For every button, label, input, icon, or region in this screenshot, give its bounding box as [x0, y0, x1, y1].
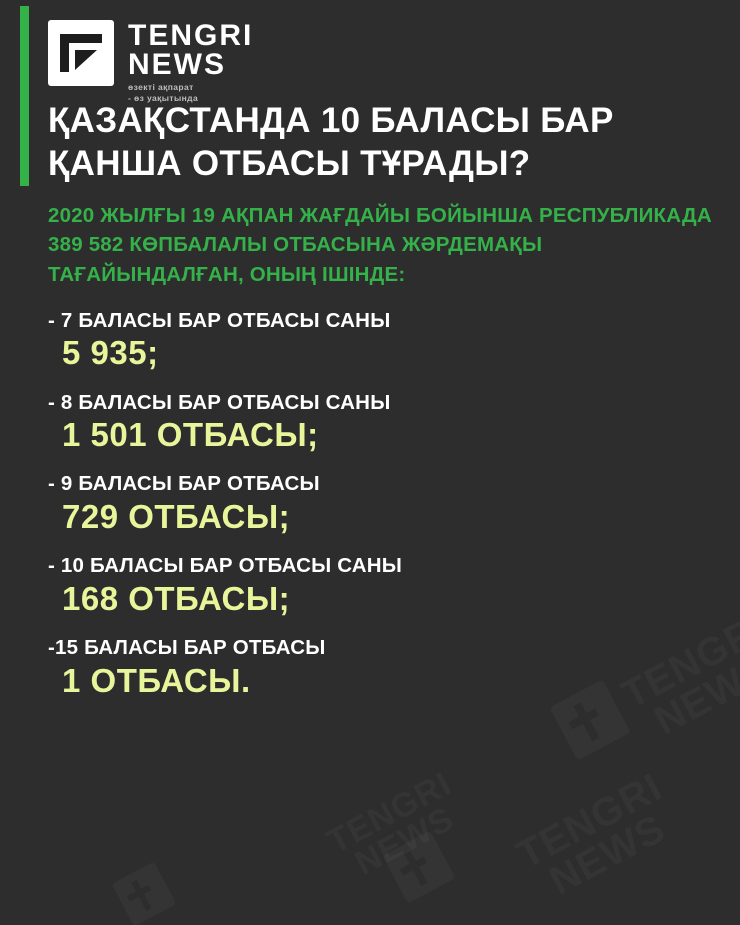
page-subtitle: 2020 ЖЫЛҒЫ 19 АҚПАН ЖАҒДАЙЫ БОЙЫНША РЕСПУБЛИКАДА 389 582 КӨПБАЛАЛЫ ОТБАСЫНА ЖӘРДЕМАҚЫ ТАҒАЙЫНДАЛҒАН, ОНЫҢ ІШІНДЕ: — [48, 204, 712, 286]
page-title: ҚАЗАҚСТАНДА 10 БАЛАСЫ БАР ҚАНША ОТБАСЫ ТҰРАДЫ? — [48, 101, 614, 183]
list-item — [48, 391, 718, 456]
brand-tagline-line1: өзекті ақпарат — [128, 82, 194, 92]
stat-value: 1 ОТБАСЫ. — [62, 661, 251, 699]
stat-value: 5 935; — [62, 334, 159, 372]
list-item — [48, 554, 718, 619]
list-item — [48, 309, 718, 374]
watermark-text — [511, 768, 685, 909]
stat-value: 729 ОТБАСЫ; — [62, 497, 291, 535]
stat-label: - 7 БАЛАСЫ БАР ОТБАСЫ САНЫ — [48, 308, 391, 332]
brand-tagline-line2: - өз уақытында — [128, 92, 199, 103]
stat-label: - 9 БАЛАСЫ БАР ОТБАСЫ — [48, 472, 320, 496]
stat-label: -15 БАЛАСЫ БАР ОТБАСЫ — [48, 636, 326, 660]
stat-value: 168 ОТБАСЫ; — [62, 579, 291, 617]
list-item — [48, 636, 718, 701]
stat-value: 1 501 ОТБАСЫ; — [62, 416, 319, 454]
stats-list — [48, 309, 718, 701]
brand-header — [48, 20, 253, 103]
watermark-text — [323, 767, 472, 887]
list-item — [48, 472, 718, 537]
poster-content — [48, 100, 718, 718]
watermark-logo-icon — [112, 862, 177, 925]
accent-bar — [20, 6, 29, 186]
tengrinews-logo-icon — [48, 20, 114, 86]
stat-label: - 8 БАЛАСЫ БАР ОТБАСЫ САНЫ — [48, 390, 391, 414]
watermark-logo-icon — [382, 830, 455, 903]
brand-name-line1: TENGRI — [128, 19, 254, 52]
stat-label: - 10 БАЛАСЫ БАР ОТБАСЫ САНЫ — [48, 554, 403, 578]
brand-wordmark — [128, 20, 253, 103]
brand-name-line2: NEWS — [128, 47, 226, 81]
